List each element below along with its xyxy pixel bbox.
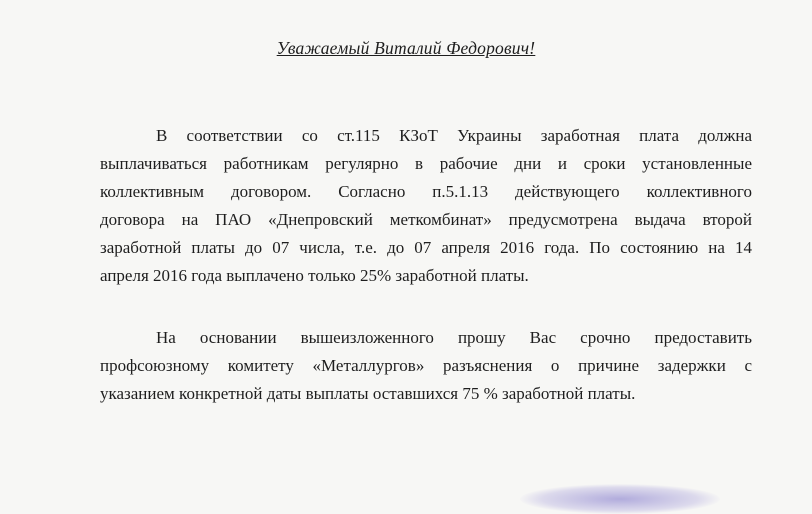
paragraph-line: профсоюзному комитету «Металлургов» разъяснения о причине задержки с: [100, 356, 752, 375]
paragraph-line: указанием конкретной даты выплаты оставшихся 75 % заработной платы.: [100, 384, 636, 403]
paragraph-line: апреля 2016 года выплачено только 25% заработной платы.: [100, 266, 529, 285]
paragraph-line: На основании вышеизложенного прошу Вас срочно предоставить: [156, 328, 752, 347]
salutation: Уважаемый Виталий Федорович!: [276, 38, 536, 58]
ink-stamp-edge: [520, 484, 720, 514]
paragraph-2: [100, 324, 752, 408]
paragraph-line: В соответствии со ст.115 КЗоТ Украины заработная плата должна: [156, 126, 752, 145]
paragraph-line: заработной платы до 07 числа, т.е. до 07 апреля 2016 года. По состоянию на 14: [100, 238, 752, 257]
paragraph-1: [100, 122, 752, 290]
paragraph-line: коллективным договором. Согласно п.5.1.13 действующего коллективного: [100, 182, 752, 201]
paragraph-line: договора на ПАО «Днепровский меткомбинат» предусмотрена выдача второй: [100, 210, 752, 229]
paragraph-line: выплачиваться работникам регулярно в рабочие дни и сроки установленные: [100, 154, 752, 173]
